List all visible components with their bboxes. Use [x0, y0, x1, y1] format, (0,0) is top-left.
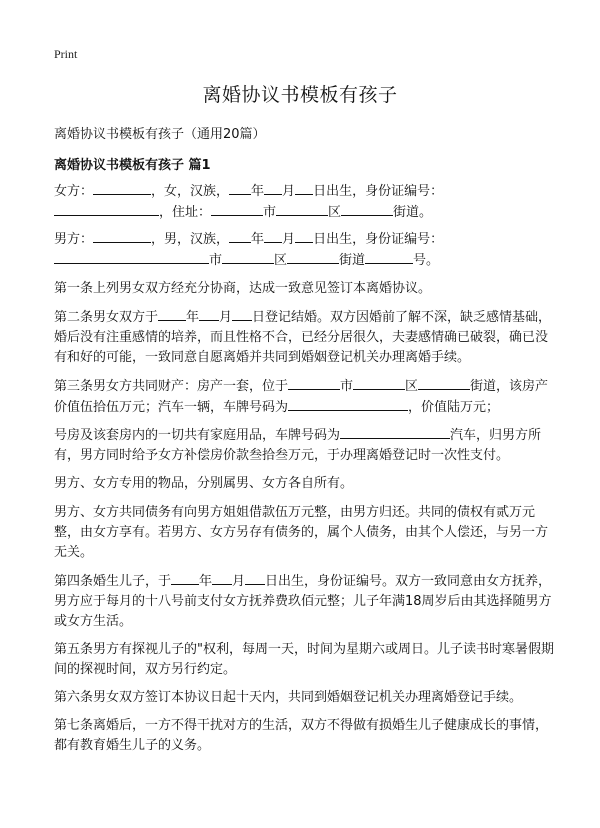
- street-blank: [418, 376, 470, 390]
- print-link[interactable]: Print: [54, 47, 78, 61]
- day-blank: [295, 181, 313, 195]
- number-blank: [365, 250, 413, 264]
- page-title: 离婚协议书模板有孩子: [202, 84, 398, 106]
- man-info-paragraph: 男方： ，男，汉族， 年 月 日出生，身份证编号： 市 区 街道 号。: [54, 229, 554, 271]
- name-blank: [93, 181, 151, 195]
- article-1: 第一条上列男女双方经充分协商，达成一致意见签订本离婚协议。: [54, 281, 432, 296]
- year-blank: [229, 181, 251, 195]
- city-blank: [288, 376, 340, 390]
- district-blank: [276, 202, 328, 216]
- day-blank: [245, 571, 265, 585]
- section-heading: 离婚协议书模板有孩子 篇1: [54, 158, 211, 173]
- city-blank: [211, 202, 263, 216]
- year-blank: [158, 307, 186, 321]
- month-blank: [264, 229, 282, 243]
- year-blank: [229, 229, 251, 243]
- article-7: 第七条离婚后，一方不得干扰对方的生活，双方不得做有损婚生儿子健康成长的事情，都有教育婚生儿子的义务。: [54, 718, 549, 753]
- debts-paragraph: 男方、女方共同债务有向男方姐姐借款伍万元整，由男方归还。共同的债权有贰万元整，由女方享有。若男方、女方另存有债务的，属个人债务，由其个人偿还，与另一方无关。: [54, 505, 549, 560]
- article-3: 第三条男女方共同财产：房产一套，位于 市 区 街道，该房产价值伍拾伍万元；汽车一辆，车牌号码为 ，价值陆万元；: [54, 376, 554, 418]
- district-blank: [287, 250, 339, 264]
- month-blank: [212, 571, 232, 585]
- article-2: 第二条男女双方于 年 月 日登记结婚。双方因婚前了解不深，缺乏感情基础，婚后没有注重感情的培养，而且性格不合，已经分居很久，夫妻感情确已破裂，确已没有和好的可能，一致同意自愿离婚并共同到婚姻登记机关办理离婚手续。: [54, 307, 554, 368]
- personal-items-paragraph: 男方、女方专用的物品，分别属男、女方各自所有。: [54, 476, 354, 491]
- document-subtitle: 离婚协议书模板有孩子（通用20篇）: [54, 127, 266, 142]
- plate-blank: [340, 425, 450, 439]
- street-blank: [341, 202, 393, 216]
- article-5: 第五条男方有探视儿子的"权利，每周一天，时间为星期六或周日。儿子读书时寒暑假期间的探视时间，双方另行约定。: [54, 642, 554, 677]
- year-blank: [171, 571, 199, 585]
- day-blank: [232, 307, 252, 321]
- name-blank: [93, 229, 151, 243]
- plate-blank: [288, 397, 408, 411]
- city-blank: [222, 250, 274, 264]
- article-4: 第四条婚生儿子，于 年 月 日出生，身份证编号。双方一致同意由女方抚养，男方应于每月的十八号前支付女方抚养费玖佰元整；儿子年满18周岁后由其选择随男方或女方生活。: [54, 571, 554, 632]
- month-blank: [264, 181, 282, 195]
- id-blank: [54, 202, 159, 216]
- day-blank: [295, 229, 313, 243]
- house-paragraph: 号房及该套房内的一切共有家庭用品，车牌号码为 汽车，归男方所有，男方同时给予女方补偿房价款叁拾叁万元，于办理离婚登记时一次性支付。: [54, 425, 554, 466]
- id-blank: [54, 250, 209, 264]
- month-blank: [199, 307, 219, 321]
- district-blank: [353, 376, 405, 390]
- article-6: 第六条男女双方签订本协议日起十天内，共同到婚姻登记机关办理离婚登记手续。: [54, 690, 523, 705]
- woman-info-paragraph: 女方： ，女，汉族， 年 月 日出生，身份证编号： ，住址： 市 区 街道。: [54, 181, 554, 223]
